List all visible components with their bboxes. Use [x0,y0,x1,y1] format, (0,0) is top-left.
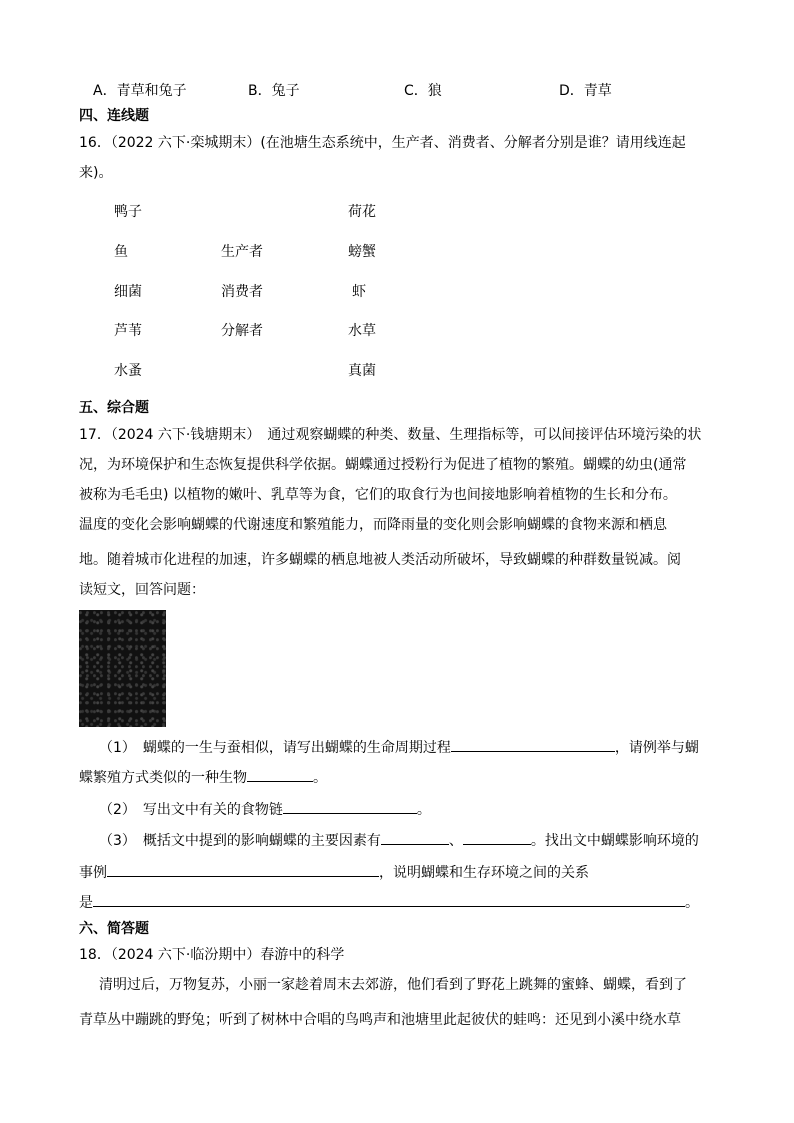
option-a: A．青草和兔子 [93,83,187,99]
section-title-4: 四、连线题 [79,108,149,124]
q18-line: 青草丛中蹦跳的野兔；听到了树林中合唱的鸟鸣声和池塘里此起彼伏的蛙鸣：还见到小溪中绕水草 [79,1012,681,1028]
q16-line-1: 16．（2022 六下·栾城期末）(在池塘生态系统中，生产者、消费者、分解者分别是谁？请用线连起 [79,135,686,151]
answer-blank[interactable] [463,830,531,845]
match-left-item: 细菌 [114,284,142,300]
answer-blank[interactable] [381,830,449,845]
match-left-item: 水蚤 [114,363,142,379]
q18-line: 清明过后，万物复苏，小丽一家趁着周末去郊游，他们看到了野花上跳舞的蜜蜂、蝴蝶，看到了 [99,977,687,993]
match-right-item: 虾 [352,284,366,300]
q17-line: 温度的变化会影响蝴蝶的代谢速度和繁殖能力，而降雨量的变化则会影响蝴蝶的食物来源和栖息 [79,517,667,533]
match-right-item: 水草 [348,323,376,339]
match-right-item: 螃蟹 [348,244,376,260]
answer-blank[interactable] [283,799,417,814]
answer-blank[interactable] [93,892,685,907]
q17-line: 地。随着城市化进程的加速，许多蝴蝶的栖息地被人类活动所破坏，导致蝴蝶的种群数量锐减。阅 [79,552,681,568]
q17-sub3: （3） 概括文中提到的影响蝴蝶的主要因素有 、 。找出文中蝴蝶影响环境的 [99,830,699,851]
answer-blank[interactable] [107,862,379,877]
match-left-item: 鱼 [114,244,128,260]
section-title-6: 六、简答题 [79,921,149,937]
match-right-item: 荷花 [348,204,376,220]
q16-line-2: 来)。 [79,165,113,181]
q17-line: 被称为毛毛虫) 以植物的嫩叶、乳草等为食，它们的取食行为也间接地影响着植物的生长和分布。 [79,487,677,503]
q17-sub2: （2） 写出文中有关的食物链 。 [99,799,431,820]
q17-sub1-cont: 蝶繁殖方式类似的一种生物 。 [79,767,327,788]
match-left-item: 芦苇 [114,323,142,339]
match-middle-item: 分解者 [221,323,263,339]
q17-sub3-cont2: 是 。 [79,892,699,913]
answer-blank[interactable] [247,767,313,782]
q17-line: 读短文，回答问题： [79,582,205,598]
q17-sub1: （1） 蝴蝶的一生与蚕相似，请写出蝴蝶的生命周期过程 ，请例举与蝴 [99,737,699,758]
q17-line: 17．（2024 六下·钱塘期末） 通过观察蝴蝶的种类、数量、生理指标等，可以间接评估环境污染的状 [79,427,702,443]
option-c: C．狼 [404,83,442,99]
match-right-item: 真菌 [348,363,376,379]
q17-sub3-cont: 事例 ，说明蝴蝶和生存环境之间的关系 [79,862,589,883]
match-left-item: 鸭子 [114,204,142,220]
option-d: D．青草 [559,83,612,99]
answer-blank[interactable] [451,737,615,752]
match-middle-item: 消费者 [221,284,263,300]
q17-line: 况，为环境保护和生态恢复提供科学依据。蝴蝶通过授粉行为促进了植物的繁殖。蝴蝶的幼虫(通常 [79,457,687,473]
match-middle-item: 生产者 [221,244,263,260]
section-title-5: 五、综合题 [79,400,149,416]
option-b: B．兔子 [248,83,300,99]
butterfly-photo [79,610,166,727]
q18-title: 18．（2024 六下·临汾期中）春游中的科学 [79,947,345,963]
